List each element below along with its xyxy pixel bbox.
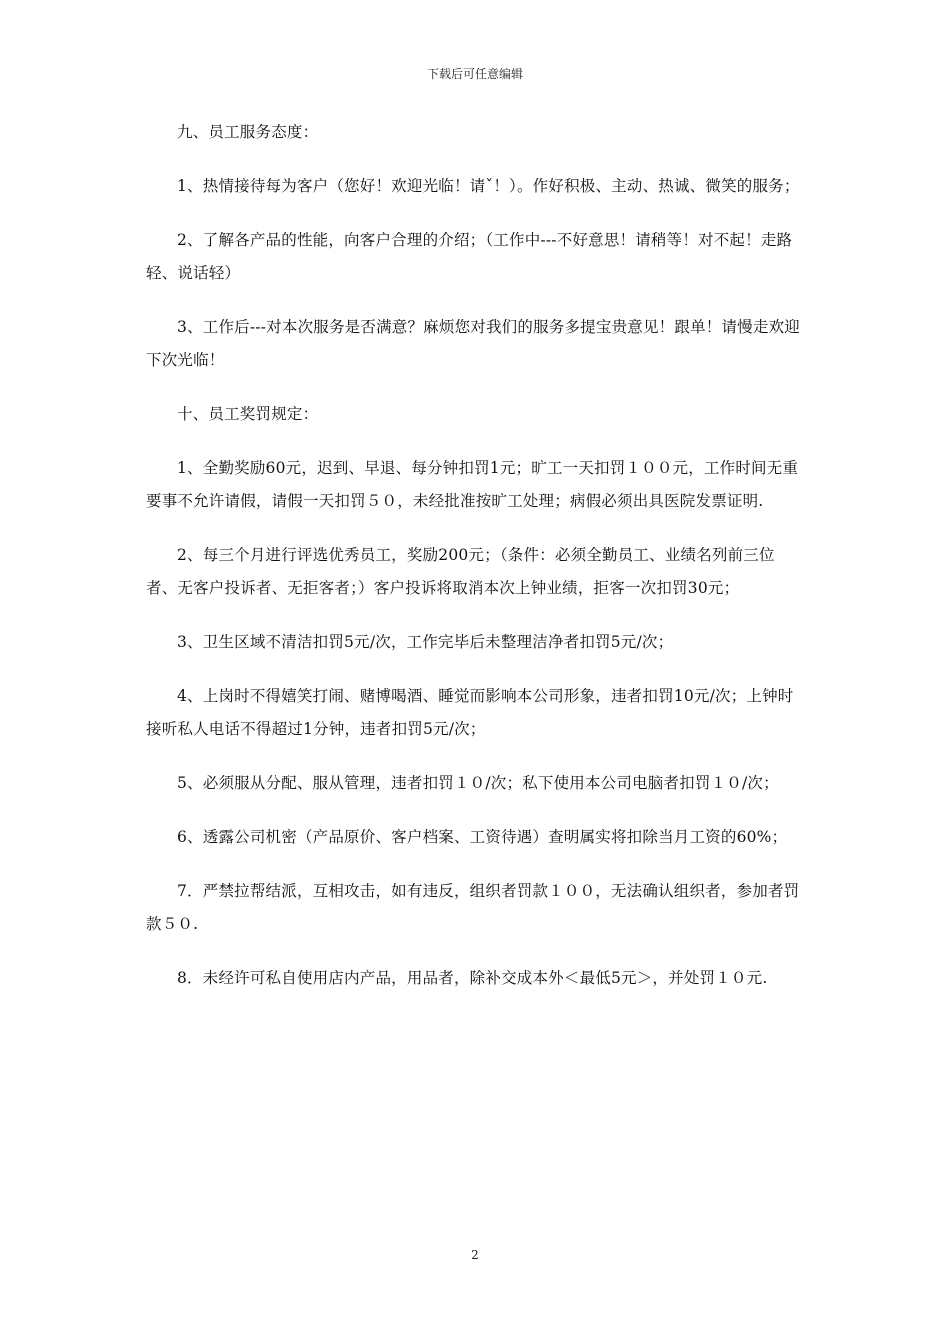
paragraph: 6、透露公司机密（产品原价、客户档案、工资待遇）查明属实将扣除当月工资的60%； [177,828,788,846]
paragraph: 3、工作后---对本次服务是否满意？麻烦您对我们的服务多提宝贵意见！跟单！请慢走欢迎下次光临！ [146,318,800,369]
paragraph: 2、了解各产品的性能，向客户合理的介绍；（工作中---不好意思！请稍等！对不起！走路轻、说话轻） [146,231,793,282]
paragraph: 2、每三个月进行评选优秀员工，奖励200元；（条件：必须全勤员工、业绩名列前三位者、无客户投诉者、无拒客者；）客户投诉将取消本次上钟业绩，拒客一次扣罚30元； [146,546,775,597]
page-number: 2 [471,1248,479,1262]
paragraph: 4、上岗时不得嬉笑打闹、赌博喝酒、睡觉而影响本公司形象，违者扣罚10元/次；上钟时接听私人电话不得超过1分钟，违者扣罚5元/次； [146,687,794,738]
paragraph: 5、必须服从分配、服从管理，违者扣罚１０/次；私下使用本公司电脑者扣罚１０/次； [177,774,779,792]
paragraph: 8．未经许可私自使用店内产品，用品者，除补交成本外＜最低5元＞，并处罚１０元. [177,969,768,987]
paragraph: 1、热情接待每为客户（您好！欢迎光临！请ˇ！）。作好积极、主动、热诚、微笑的服务； [177,177,800,195]
document-body [146,116,806,1016]
paragraph: 1、全勤奖励60元，迟到、早退、每分钟扣罚1元；旷工一天扣罚１００元，工作时间无重要事不允许请假，请假一天扣罚５０，未经批准按旷工处理；病假必须出具医院发票证明. [146,459,799,510]
section-heading-10: 十、员工奖罚规定： [177,405,319,423]
paragraph: 7．严禁拉帮结派，互相攻击，如有违反，组织者罚款１００，无法确认组织者，参加者罚款５０. [146,882,800,933]
section-heading-9: 九、员工服务态度： [177,123,319,141]
paragraph: 3、卫生区域不清洁扣罚5元/次，工作完毕后未整理洁净者扣罚5元/次； [177,633,674,651]
page-header: 下载后可任意编辑 [426,67,523,81]
